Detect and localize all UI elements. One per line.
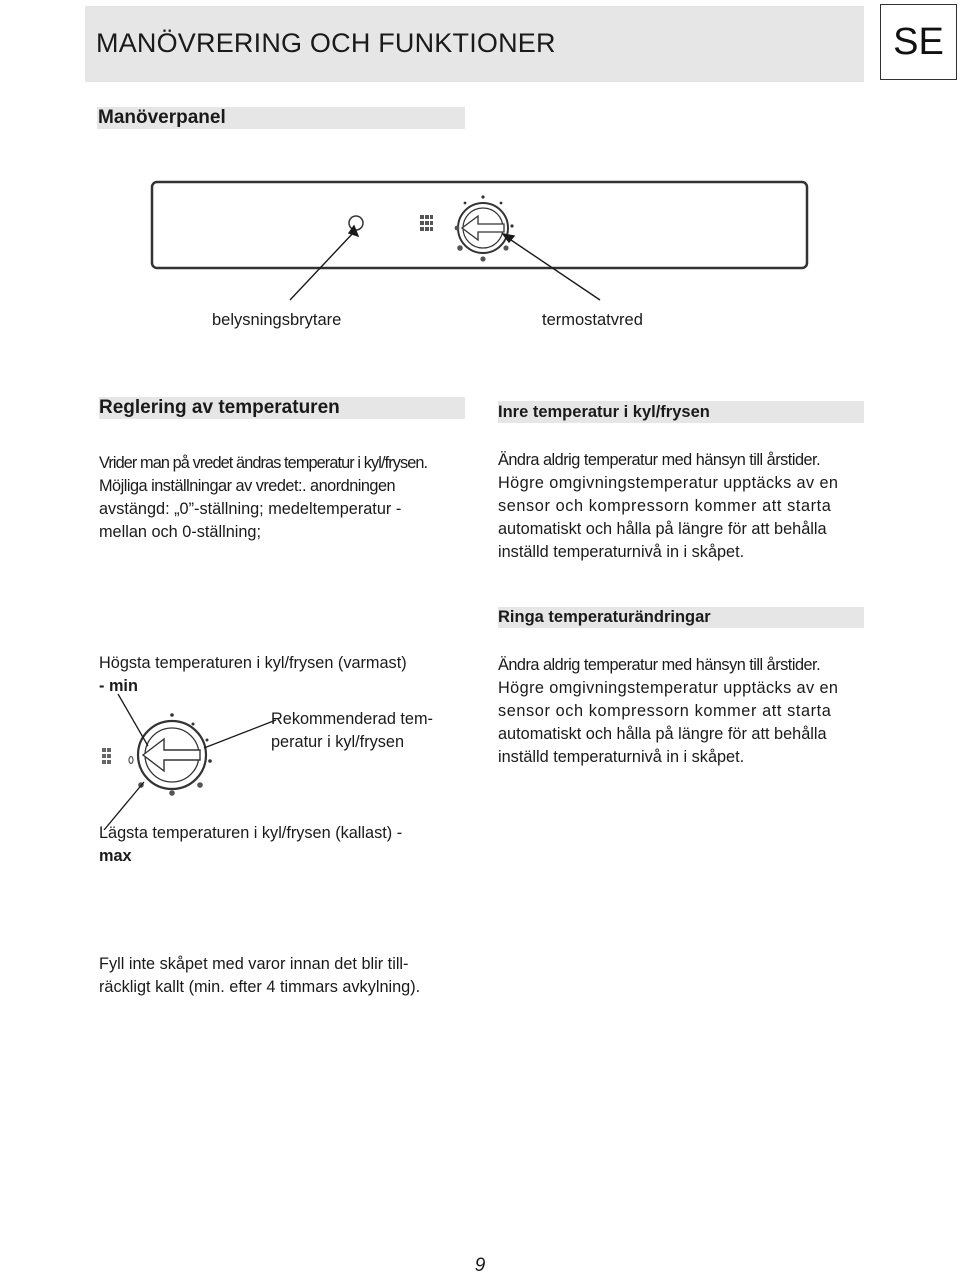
note-line: Fyll inte skåpet med varor innan det blir till- (99, 955, 409, 973)
light-switch-label: belysningsbrytare (212, 311, 342, 329)
lowest-temp-label (99, 822, 479, 868)
section-heading-regulation: Reglering av temperaturen (99, 397, 465, 419)
section-heading-small-changes: Ringa temperaturändringar (498, 607, 864, 628)
thermostat-dial-icon (455, 195, 514, 261)
page-title: MANÖVRERING OCH FUNKTIONER (96, 28, 556, 58)
regulation-line: avstängd: „0”-ställning; medeltemperatur - (99, 500, 402, 518)
indicator-icon (102, 748, 111, 764)
cooling-note (99, 953, 499, 999)
regulation-line: Vrider man på vredet ändras temperatur i kyl/frysen. (99, 454, 428, 472)
recommended-line: peratur i kyl/frysen (271, 733, 405, 751)
language-badge: SE (880, 4, 957, 80)
highest-temp-min: - min (99, 677, 138, 695)
indicator-icon (420, 215, 433, 231)
control-panel-diagram (140, 170, 820, 310)
small-changes-line: automatiskt och hålla på längre för att behålla (498, 725, 827, 743)
regulation-line: Möjliga inställningar av vredet:. anordningen (99, 477, 396, 495)
inner-temp-line: Ändra aldrig temperatur med hänsyn till årstider. (498, 451, 821, 469)
small-changes-line: Högre omgivningstemperatur upptäcks av en (498, 679, 839, 697)
dial-icon (138, 713, 212, 796)
zero-mark-icon (129, 757, 133, 764)
section-heading-control-panel: Manöverpanel (97, 107, 465, 129)
note-line: räckligt kallt (min. efter 4 timmars avkylning). (99, 978, 421, 996)
thermostat-dial-diagram (96, 690, 286, 830)
inner-temp-line: Högre omgivningstemperatur upptäcks av en (498, 474, 839, 492)
lowest-temp-max: max (99, 847, 132, 865)
inner-temp-text (498, 449, 868, 564)
small-changes-line: sensor och kompressorn kommer att starta (498, 702, 832, 720)
small-changes-line: Ändra aldrig temperatur med hänsyn till årstider. (498, 656, 821, 674)
small-changes-text (498, 654, 868, 769)
page-number: 9 (474, 1255, 486, 1276)
thermostat-label: termostatvred (542, 311, 643, 329)
inner-temp-line: sensor och kompressorn kommer att starta (498, 497, 832, 515)
lowest-temp-line: Lägsta temperaturen i kyl/frysen (kallast) - (99, 824, 403, 842)
section-heading-inner-temperature: Inre temperatur i kyl/frysen (498, 401, 864, 423)
light-switch-icon (349, 216, 363, 230)
inner-temp-line: automatiskt och hålla på längre för att behålla (498, 520, 827, 538)
regulation-text (99, 452, 479, 544)
highest-temp-line: Högsta temperaturen i kyl/frysen (varmast) (99, 654, 407, 672)
callout-lines (290, 226, 600, 300)
inner-temp-line: inställd temperaturnivå in i skåpet. (498, 543, 745, 561)
small-changes-line: inställd temperaturnivå in i skåpet. (498, 748, 745, 766)
recommended-temp-label (271, 708, 471, 754)
recommended-line: Rekommenderad tem- (271, 710, 433, 728)
regulation-line: mellan och 0-ställning; (99, 523, 261, 541)
